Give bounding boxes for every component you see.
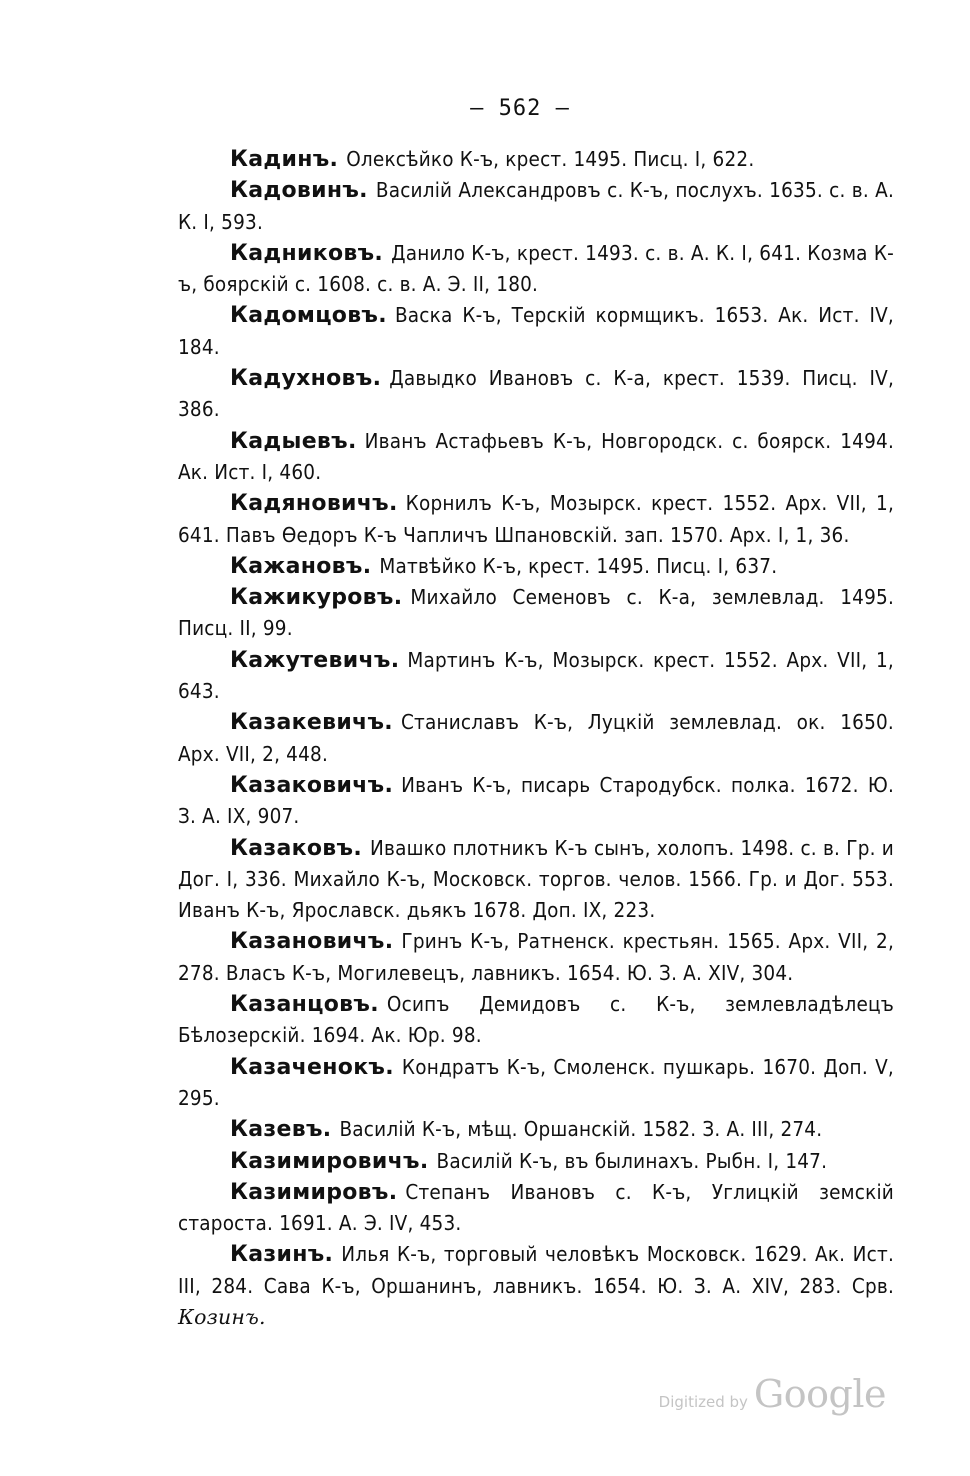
entry-text: Мартинъ К-ъ, Мозырск. крест. 1552. Арх. VII, 1, 643. — [178, 647, 894, 704]
google-logo: Google — [753, 1372, 886, 1416]
entry-headword: Кадомцовъ. — [230, 303, 387, 329]
entry-text: Олексѣйко К-ъ, крест. 1495. Писц. I, 622. — [346, 147, 755, 171]
entry-headword: Казимировичъ. — [230, 1148, 429, 1174]
entry-text: Давыдко Ивановъ с. К-а, крест. 1539. Писц. IV, 386. — [178, 366, 894, 422]
entry — [178, 1052, 894, 1115]
entry — [178, 707, 894, 770]
entry-headword: Кадинъ. — [230, 147, 339, 172]
entry-list — [178, 144, 894, 1333]
entry-headword: Кадовинъ. — [230, 178, 368, 204]
entry-text: Данило К-ъ, крест. 1493. с. в. А. К. I, 641. Козма К-ъ, боярскій с. 1608. с. в. А. Э. II, 180. — [178, 240, 894, 297]
entry-headword: Казановичъ. — [230, 929, 394, 955]
watermark-prefix: Digitized by — [658, 1393, 748, 1411]
entry-text: Осипъ Демидовъ с. К-ъ, землевладѣлецъ Бѣлозерскій. 1694. Ак. Юр. 98. — [178, 992, 894, 1048]
entry-text: Василій Александровъ с. К-ъ, послухъ. 1635. с. в. А. К. I, 593. — [178, 178, 894, 234]
entry — [178, 551, 894, 582]
entry-text: Илья К-ъ, торговый человѣкъ Московск. 1629. Ак. Ист. III, 284. Сава К-ъ, Оршанинъ, лавникъ. 1654. Ю. З. А. XIV, 283. Срв. — [178, 1242, 894, 1298]
entry-headword: Кажикуровъ. — [230, 585, 403, 611]
entry — [178, 144, 894, 175]
entry — [178, 1114, 894, 1145]
entry-text: Василій К-ъ, мѣщ. Оршанскій. 1582. З. А. III, 274. — [339, 1117, 823, 1142]
entry-text: Станиславъ К-ъ, Луцкій землевлад. ок. 1650. Арх. VII, 2, 448. — [178, 710, 894, 766]
entry-text: Гринъ К-ъ, Ратненск. крестьян. 1565. Арх. VII, 2, 278. Власъ К-ъ, Могилевецъ, лавникъ. 1654. Ю. З. А. XIV, 304. — [178, 929, 894, 985]
entry — [178, 1239, 894, 1333]
entry-text: Кондратъ К-ъ, Смоленск. пушкарь. 1670. Доп. V, 295. — [178, 1054, 894, 1110]
page-number: — 562 — — [470, 96, 570, 121]
entry — [178, 1177, 894, 1240]
entry-text: Васка К-ъ, Терскій кормщикъ. 1653. Ак. Ист. IV, 184. — [178, 303, 894, 359]
entry-headword: Кажутевичъ. — [230, 647, 400, 673]
entry-text: Матвѣйко К-ъ, крест. 1495. Писц. I, 637. — [379, 553, 778, 578]
entry — [178, 1146, 894, 1177]
entry-text: Степанъ Ивановъ с. К-ъ, Углицкій земскій староста. 1691. А. Э. IV, 453. — [178, 1179, 894, 1236]
entry — [178, 926, 894, 989]
entry-text: Иванъ Астафьевъ К-ъ, Новгородск. с. боярск. 1494. Ак. Ист. I, 460. — [178, 428, 894, 484]
entry — [178, 833, 894, 927]
entry — [178, 645, 894, 708]
entry-headword: Кадухновъ. — [230, 366, 382, 392]
entry-headword: Казаковичъ. — [230, 772, 394, 798]
entry-headword: Казанцовъ. — [230, 992, 379, 1018]
entry — [178, 426, 894, 489]
entry-headword: Кадяновичъ. — [230, 491, 398, 517]
entry — [178, 989, 894, 1052]
entry-headword: Казинъ. — [230, 1242, 334, 1268]
entry-text: Корнилъ К-ъ, Мозырск. крест. 1552. Арх. VII, 1, 641. Павъ Ѳедоръ К-ъ Чапличъ Шпановскій. зап. 1570. Арх. I, 1, 36. — [178, 491, 894, 547]
entry — [178, 300, 894, 363]
entry — [178, 175, 894, 238]
entry-headword: Казаковъ. — [230, 835, 363, 861]
entry-text: Ивашко плотникъ К-ъ сынъ, холопъ. 1498. с. в. Гр. и Дог. I, 336. Михайло К-ъ, Московск. торгов. челов. 1566. Гр. и Дог. 553. Иванъ К-ъ, Ярославск. дьякъ 1678. Доп. IX, 223. — [178, 835, 894, 923]
entry-headword: Кадыевъ. — [230, 428, 357, 454]
cross-reference: Козинъ. — [178, 1304, 266, 1329]
entry-text: Иванъ К-ъ, писарь Стародубск. полка. 1672. Ю. З. А. IX, 907. — [178, 772, 894, 829]
entry-headword: Кажановъ. — [230, 553, 372, 579]
entry-text: Василій К-ъ, въ былинахъ. Рыбн. I, 147. — [436, 1148, 828, 1173]
entry — [178, 770, 894, 833]
entry-headword: Кадниковъ. — [230, 240, 384, 266]
entry-headword: Казаченокъ. — [230, 1054, 394, 1080]
entry — [178, 238, 894, 301]
entry — [178, 582, 894, 645]
digitized-watermark — [659, 1372, 886, 1416]
entry-headword: Казевъ. — [230, 1117, 332, 1143]
entry-headword: Казакевичъ. — [230, 710, 393, 736]
entry-headword: Казимировъ. — [230, 1179, 398, 1205]
entry — [178, 363, 894, 426]
entry — [178, 488, 894, 551]
entry-text: Михайло Семеновъ с. К-а, землевлад. 1495. Писц. II, 99. — [178, 585, 894, 641]
